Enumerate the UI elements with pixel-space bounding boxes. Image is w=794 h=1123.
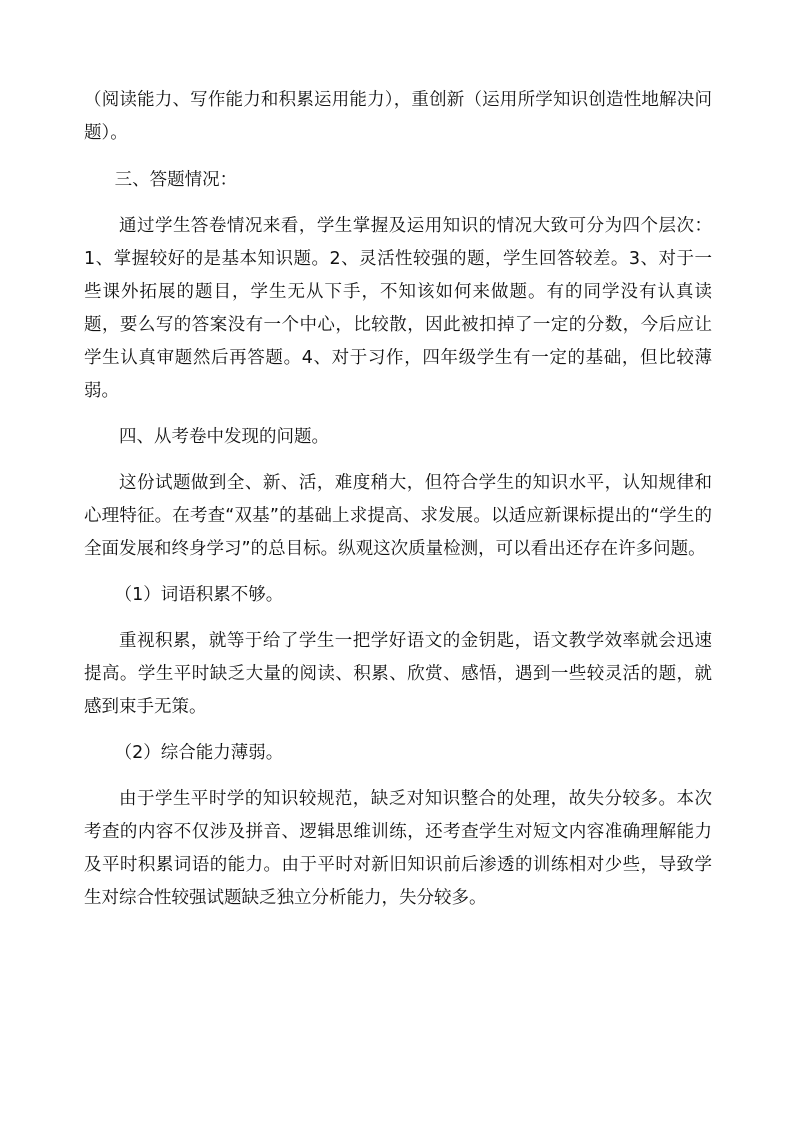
section-heading-answer-situation: 三、答题情况： bbox=[114, 170, 238, 190]
paragraph-test-overview: 这份试题做到全、新、活，难度稍大，但符合学生的知识水平，认知规律和心理特征。在考查“双基”的基础上求提高、求发展。以适应新课标提出的“学生的全面发展和终身学习”的总目标。纵观这次质量检测，可以看出还存在许多问题。 bbox=[84, 473, 712, 559]
subheading-comprehensive-ability: （2）综合能力薄弱。 bbox=[114, 743, 284, 763]
paragraph-continuation: （阅读能力、写作能力和积累运用能力），重创新（运用所学知识创造性地解决问题）。 bbox=[84, 90, 712, 143]
paragraph-answer-analysis: 通过学生答卷情况来看，学生掌握及运用知识的情况大致可分为四个层次：1、掌握较好的是基本知识题。2、灵活性较强的题，学生回答较差。3、对于一些课外拓展的题目，学生无从下手，不知该如何来做题。有的同学没有认真读题，要么写的答案没有一个中心，比较散，因此被扣掉了一定的分数，今后应让学生认真审题然后再答题。4、对于习作，四年级学生有一定的基础，但比较薄弱。 bbox=[84, 216, 712, 401]
paragraph-comprehensive-ability: 由于学生平时学的知识较规范，缺乏对知识整合的处理，故失分较多。本次考查的内容不仅涉及拼音、逻辑思维训练，还考查学生对短文内容准确理解能力及平时积累词语的能力。由于平时对新旧知识前后渗透的训练相对少些，导致学生对综合性较强试题缺乏独立分析能力，失分较多。 bbox=[84, 789, 712, 908]
paragraph-vocabulary: 重视积累，就等于给了学生一把学好语文的金钥匙，语文教学效率就会迅速提高。学生平时缺乏大量的阅读、积累、欣赏、感悟，遇到一些较灵活的题，就感到束手无策。 bbox=[84, 631, 712, 717]
subheading-vocabulary: （1）词语积累不够。 bbox=[114, 585, 284, 605]
document-page bbox=[84, 84, 712, 928]
section-heading-problems: 四、从考卷中发现的问题。 bbox=[119, 427, 329, 447]
